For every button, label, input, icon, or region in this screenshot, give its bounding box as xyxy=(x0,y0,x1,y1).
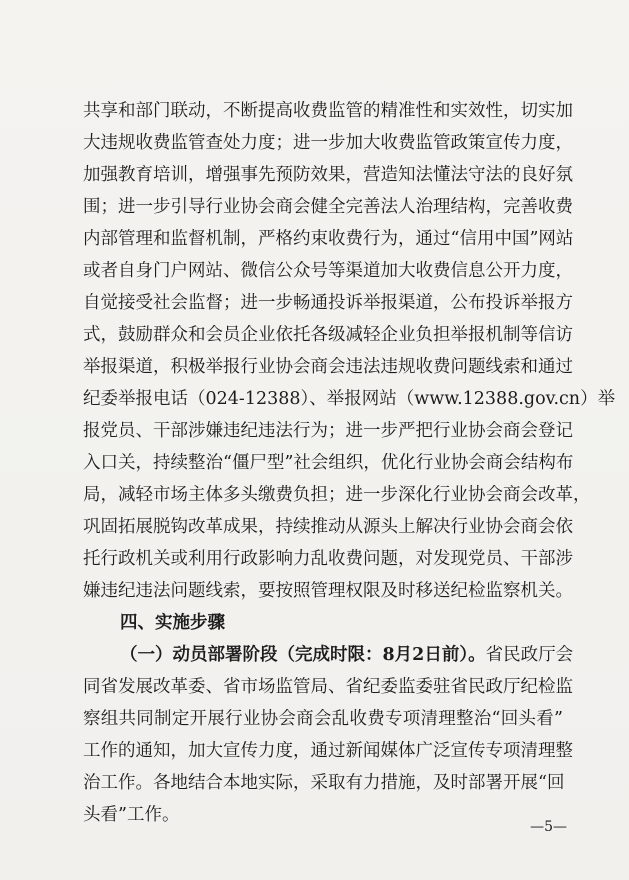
body-line: 嫌违纪违法问题线索，要按照管理权限及时移送纪检监察机关。 xyxy=(83,581,573,601)
body-line: 加强教育培训，增强事先预防效果，营造知法懂法守法的良好氛 xyxy=(83,165,573,185)
stage-line: 工作的通知，加大宣传力度，通过新闻媒体广泛宣传专项清理整 xyxy=(83,741,573,761)
body-line: 大违规收费监管查处力度；进一步加大收费监管政策宣传力度， xyxy=(83,133,573,153)
body-line: 报党员、干部涉嫌违纪违法行为；进一步严把行业协会商会登记 xyxy=(83,421,573,441)
body-line: 纪委举报电话（024-12388）、举报网站（www.12388.gov.cn）举 xyxy=(83,389,616,409)
body-line: 自觉接受社会监督；进一步畅通投诉举报渠道，公布投诉举报方 xyxy=(83,293,573,313)
body-line: 入口关，持续整治“僵尸型”社会组织，优化行业协会商会结构布 xyxy=(83,453,574,473)
body-line: 巩固拓展脱钩改革成果，持续推动从源头上解决行业协会商会依 xyxy=(83,517,573,537)
body-line: 托行政机关或利用行政影响力乱收费问题，对发现党员、干部涉 xyxy=(83,549,573,569)
stage-line: 头看”工作。 xyxy=(83,805,180,825)
stage-first-line xyxy=(120,641,574,669)
body-line: 围；进一步引导行业协会商会健全完善法人治理结构，完善收费 xyxy=(83,197,573,217)
section-heading: 四、实施步骤 xyxy=(120,613,225,633)
stage-line: 察组共同制定开展行业协会商会乱收费专项清理整治“回头看” xyxy=(83,709,563,729)
page-number: —5— xyxy=(530,819,567,835)
stage-line: 治工作。各地结合本地实际，采取有力措施，及时部署开展“回 xyxy=(83,773,565,793)
body-line: 共享和部门联动，不断提高收费监管的精准性和实效性，切实加 xyxy=(83,101,573,121)
body-line: 内部管理和监督机制，严格约束收费行为，通过“信用中国”网站 xyxy=(83,229,574,249)
body-line: 式，鼓励群众和会员企业依托各级减轻企业负担举报机制等信访 xyxy=(83,325,573,345)
body-line: 或者自身门户网站、微信公众号等渠道加大收费信息公开力度， xyxy=(83,261,573,281)
body-line: 局，减轻市场主体多头缴费负担；进一步深化行业协会商会改革， xyxy=(83,485,591,505)
stage-line: 同省发展改革委、省市场监管局、省纪委监委驻省民政厅纪检监 xyxy=(83,677,573,697)
stage-first-line-text: 省民政厅会 xyxy=(485,645,574,665)
stage-heading: （一）动员部署阶段（完成时限：8月2日前）。 xyxy=(120,645,486,665)
body-line: 举报渠道，积极举报行业协会商会违法违规收费问题线索和通过 xyxy=(83,357,573,377)
